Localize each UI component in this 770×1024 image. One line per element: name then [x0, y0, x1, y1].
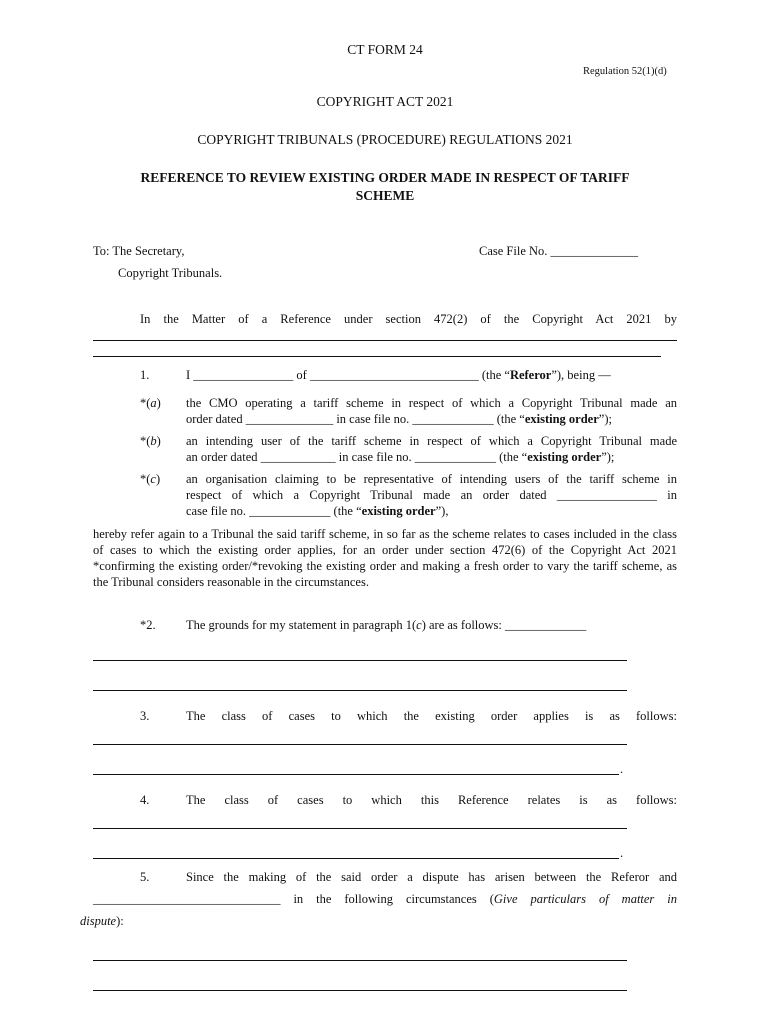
case-file-number-field[interactable]: Case File No. ______________ — [479, 244, 639, 258]
option-c-label: *(c) — [140, 472, 161, 486]
item-5-line3-italic: dispute — [80, 914, 117, 928]
option-a-line1: the CMO operating a tariff scheme in respect of which a Copyright Tribunal made an — [186, 396, 677, 410]
option-c-line3[interactable] — [186, 504, 448, 519]
option-b-label: *(b) — [140, 434, 161, 448]
form-title: CT FORM 24 — [347, 42, 423, 57]
item-3-period: . — [620, 762, 624, 776]
option-b-line2[interactable] — [186, 450, 614, 465]
addressee: To: The Secretary, — [93, 244, 185, 258]
item-3-answer-line-1[interactable] — [93, 744, 627, 745]
matter-blank-line-1[interactable] — [93, 340, 677, 341]
document-title-line2: SCHEME — [355, 188, 415, 203]
item-2-number: *2. — [140, 618, 156, 632]
existing-order-term: existing order — [527, 450, 602, 464]
option-c-text: case file no. _____________ (the “ — [186, 504, 362, 518]
existing-order-term: existing order — [361, 504, 436, 518]
option-a-text: order dated ______________ in case file no. _____________ (the “ — [186, 412, 525, 426]
matter-statement: In the Matter of a Reference under section 472(2) of the Copyright Act 2021 by — [140, 312, 677, 326]
item-3-question: The class of cases to which the existing order applies is as follows: — [186, 709, 677, 723]
option-a-end: ”); — [598, 412, 612, 426]
item-5-line1: Since the making of the said order a dispute has arisen between the Referor and — [186, 870, 677, 884]
option-b-end: ”); — [601, 450, 615, 464]
item-2-answer-line-2[interactable] — [93, 690, 627, 691]
option-b-line1: an intending user of the tariff scheme in respect of which a Copyright Tribunal made — [186, 434, 677, 448]
item-2-end: ) are as follows: _____________ — [421, 618, 587, 632]
item-5-answer-line-1[interactable] — [93, 960, 627, 961]
item-5-line3 — [80, 914, 124, 929]
item-5-line2-text: ______________________________ in the following circumstances ( — [93, 892, 494, 906]
item-3-answer-line-2[interactable] — [93, 774, 619, 775]
item-5-line3-end: ): — [116, 914, 124, 928]
matter-blank-line-2[interactable] — [93, 356, 661, 357]
option-c-line1: an organisation claiming to be representative of intending users of the tariff scheme in — [186, 472, 677, 486]
act-title: COPYRIGHT ACT 2021 — [316, 94, 454, 109]
option-a-label: *(a) — [140, 396, 161, 410]
option-c-end: ”), — [435, 504, 449, 518]
item-2-ref: c — [416, 618, 422, 632]
reference-statement: hereby refer again to a Tribunal the said tariff scheme, in so far as the scheme relates to cases included in the class of cases to which the existing order applies, for an order under section 472(6) of the Copyright Act 2021 *confirming the existing order/*revoking the existing order and making a fresh order to vary the tariff scheme, as the Tribunal considers reasonable in the circumstances. — [93, 527, 677, 589]
item-2-text: The grounds for my statement in paragraph 1( — [186, 618, 417, 632]
item-4-number: 4. — [140, 793, 150, 807]
item-2-answer-line-1[interactable] — [93, 660, 627, 661]
item-4-period: . — [620, 846, 624, 860]
item-1-declaration[interactable] — [186, 368, 611, 383]
existing-order-term: existing order — [524, 412, 599, 426]
item-5-line2[interactable] — [93, 892, 677, 907]
option-a-line2[interactable] — [186, 412, 612, 427]
item-4-question: The class of cases to which this Reference relates is as follows: — [186, 793, 677, 807]
referor-term: Referor — [509, 368, 552, 382]
option-c-line2[interactable]: respect of which a Copyright Tribunal made an order dated ________________ in — [186, 488, 677, 502]
item-2-question — [186, 618, 586, 633]
item-5-answer-line-2[interactable] — [93, 990, 627, 991]
regulation-reference: Regulation 52(1)(d) — [583, 66, 667, 77]
item-3-number: 3. — [140, 709, 150, 723]
item-5-line2-italic: Give particulars of matter in — [493, 892, 677, 906]
regulations-title: COPYRIGHT TRIBUNALS (PROCEDURE) REGULATIONS 2021 — [197, 132, 573, 147]
item-1-number: 1. — [140, 368, 150, 382]
item-4-answer-line-2[interactable] — [93, 858, 619, 859]
item-1-end: ”), being — — [551, 368, 611, 382]
item-1-text: I ________________ of ___________________________ (the “ — [186, 368, 510, 382]
addressee-organisation: Copyright Tribunals. — [118, 266, 223, 280]
item-4-answer-line-1[interactable] — [93, 828, 627, 829]
document-title-line1: REFERENCE TO REVIEW EXISTING ORDER MADE IN RESPECT OF TARIFF — [140, 170, 630, 185]
item-5-number: 5. — [140, 870, 150, 884]
option-b-text: an order dated ____________ in case file no. _____________ (the “ — [186, 450, 528, 464]
